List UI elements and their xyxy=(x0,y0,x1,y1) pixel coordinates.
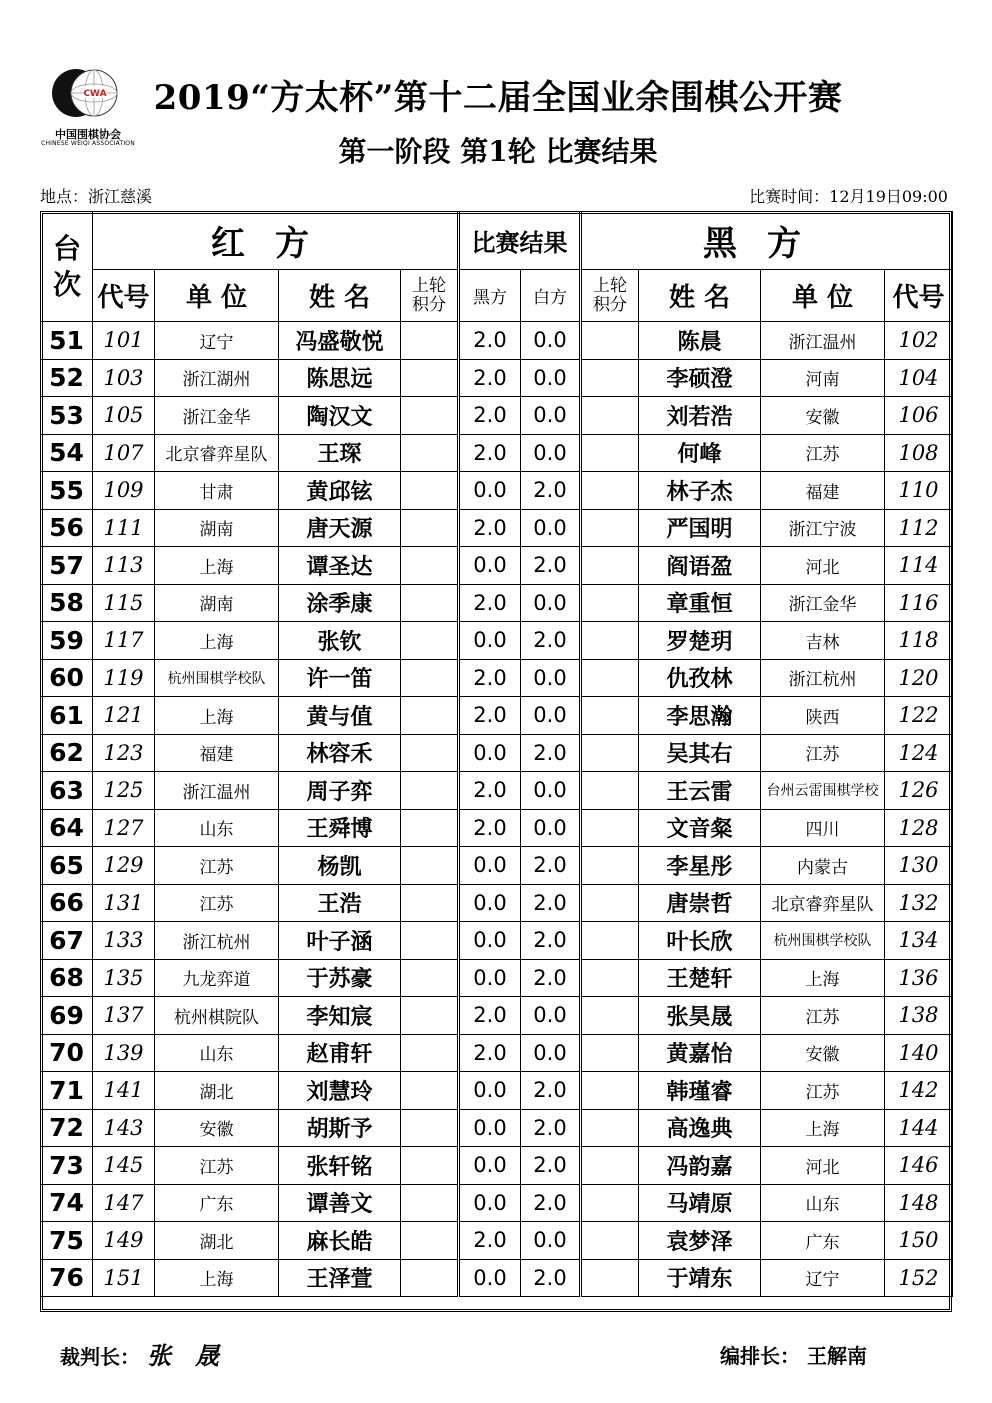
red-unit: 浙江金华 xyxy=(155,397,279,435)
red-unit: 浙江杭州 xyxy=(155,922,279,960)
black-unit: 江苏 xyxy=(761,997,885,1035)
scheduler xyxy=(720,1340,867,1369)
black-code: 138 xyxy=(885,997,953,1035)
red-code: 117 xyxy=(93,622,155,660)
black-name: 吴其右 xyxy=(639,734,761,772)
red-code: 135 xyxy=(93,959,155,997)
red-code: 127 xyxy=(93,809,155,847)
black-result: 2.0 xyxy=(459,359,521,397)
black-name: 林子杰 xyxy=(639,472,761,510)
black-code: 142 xyxy=(885,1072,953,1110)
black-code: 120 xyxy=(885,659,953,697)
match-number: 76 xyxy=(41,1259,93,1297)
red-unit: 安徽 xyxy=(155,1109,279,1147)
black-name: 王楚轩 xyxy=(639,959,761,997)
white-result: 2.0 xyxy=(521,847,581,885)
black-unit: 浙江金华 xyxy=(761,584,885,622)
black-unit-header: 单 位 xyxy=(761,270,885,322)
red-code: 141 xyxy=(93,1072,155,1110)
black-code: 132 xyxy=(885,884,953,922)
red-name: 冯盛敬悦 xyxy=(279,322,401,360)
scheduler-label: 编排长： xyxy=(720,1344,800,1368)
black-unit: 江苏 xyxy=(761,1072,885,1110)
black-name-header: 姓 名 xyxy=(639,270,761,322)
black-result: 0.0 xyxy=(459,1072,521,1110)
black-name: 阎语盈 xyxy=(639,547,761,585)
white-result: 2.0 xyxy=(521,622,581,660)
white-result: 2.0 xyxy=(521,547,581,585)
black-code: 134 xyxy=(885,922,953,960)
red-code: 137 xyxy=(93,997,155,1035)
red-name: 王泽萱 xyxy=(279,1259,401,1297)
black-name: 李思瀚 xyxy=(639,697,761,735)
black-result: 0.0 xyxy=(459,959,521,997)
black-unit: 浙江宁波 xyxy=(761,509,885,547)
red-name: 唐天源 xyxy=(279,509,401,547)
black-result: 0.0 xyxy=(459,472,521,510)
red-code: 115 xyxy=(93,584,155,622)
chief-referee-label: 裁判长： xyxy=(60,1345,140,1369)
white-result: 0.0 xyxy=(521,434,581,472)
black-result: 2.0 xyxy=(459,509,521,547)
red-code: 129 xyxy=(93,847,155,885)
black-result: 2.0 xyxy=(459,809,521,847)
match-number: 69 xyxy=(41,997,93,1035)
black-name: 黄嘉怡 xyxy=(639,1034,761,1072)
red-name: 黄邱铉 xyxy=(279,472,401,510)
black-code: 106 xyxy=(885,397,953,435)
match-time-text: 比赛时间：12月19日09:00 xyxy=(749,187,948,206)
chief-referee xyxy=(60,1336,243,1371)
black-name: 陈晨 xyxy=(639,322,761,360)
match-number: 56 xyxy=(41,509,93,547)
red-name: 王琛 xyxy=(279,434,401,472)
match-number: 64 xyxy=(41,809,93,847)
red-unit: 北京睿弈星队 xyxy=(155,434,279,472)
scheduler-name: 王解南 xyxy=(806,1344,867,1368)
match-number: 68 xyxy=(41,959,93,997)
red-name: 王浩 xyxy=(279,884,401,922)
black-unit: 浙江温州 xyxy=(761,322,885,360)
red-unit: 上海 xyxy=(155,547,279,585)
white-result: 0.0 xyxy=(521,1034,581,1072)
table-outer-border xyxy=(40,211,952,1312)
white-result: 2.0 xyxy=(521,1259,581,1297)
black-unit: 河南 xyxy=(761,359,885,397)
red-unit: 湖南 xyxy=(155,584,279,622)
black-unit: 陕西 xyxy=(761,697,885,735)
red-code: 149 xyxy=(93,1222,155,1260)
red-name: 胡斯予 xyxy=(279,1109,401,1147)
match-number: 65 xyxy=(41,847,93,885)
black-name: 刘若浩 xyxy=(639,397,761,435)
black-unit: 江苏 xyxy=(761,734,885,772)
black-unit: 上海 xyxy=(761,1109,885,1147)
red-prev-score-header: 上轮积分 xyxy=(401,270,459,322)
match-number: 58 xyxy=(41,584,93,622)
match-number: 51 xyxy=(41,322,93,360)
white-result: 2.0 xyxy=(521,1184,581,1222)
match-number: 66 xyxy=(41,884,93,922)
match-number: 61 xyxy=(41,697,93,735)
red-name: 陈思远 xyxy=(279,359,401,397)
cwa-mark-text: CWA xyxy=(83,89,107,99)
red-code: 107 xyxy=(93,434,155,472)
red-unit: 山东 xyxy=(155,1034,279,1072)
black-name: 叶长欣 xyxy=(639,922,761,960)
white-result: 0.0 xyxy=(521,584,581,622)
logo-org-name: 中国围棋协会 xyxy=(55,128,121,141)
red-unit-header: 单 位 xyxy=(155,270,279,322)
black-result: 0.0 xyxy=(459,1147,521,1185)
cwa-globe-icon xyxy=(50,62,120,124)
white-result: 2.0 xyxy=(521,922,581,960)
black-name: 仇孜林 xyxy=(639,659,761,697)
black-result: 2.0 xyxy=(459,772,521,810)
match-number: 60 xyxy=(41,659,93,697)
red-code: 123 xyxy=(93,734,155,772)
red-code: 113 xyxy=(93,547,155,585)
black-unit: 安徽 xyxy=(761,1034,885,1072)
red-name: 刘慧玲 xyxy=(279,1072,401,1110)
black-code: 122 xyxy=(885,697,953,735)
black-result: 0.0 xyxy=(459,622,521,660)
black-result: 2.0 xyxy=(459,322,521,360)
chief-referee-name: 张晟 xyxy=(146,1341,243,1370)
page-subtitle: 第一阶段 第1轮 比赛结果 xyxy=(338,135,658,168)
page-title: 2019“方太杯”第十二届全国业余围棋公开赛 xyxy=(153,78,843,118)
red-unit: 江苏 xyxy=(155,884,279,922)
black-name: 于靖东 xyxy=(639,1259,761,1297)
red-name: 谭善文 xyxy=(279,1184,401,1222)
white-result: 0.0 xyxy=(521,397,581,435)
black-code: 150 xyxy=(885,1222,953,1260)
white-result: 0.0 xyxy=(521,809,581,847)
red-name: 李知宸 xyxy=(279,997,401,1035)
white-result: 0.0 xyxy=(521,359,581,397)
red-unit: 甘肃 xyxy=(155,472,279,510)
black-name: 张昊晟 xyxy=(639,997,761,1035)
black-unit: 江苏 xyxy=(761,434,885,472)
black-name: 何峰 xyxy=(639,434,761,472)
black-code: 110 xyxy=(885,472,953,510)
black-code: 104 xyxy=(885,359,953,397)
black-name: 冯韵嘉 xyxy=(639,1147,761,1185)
black-unit: 广东 xyxy=(761,1222,885,1260)
red-unit: 湖南 xyxy=(155,509,279,547)
red-code: 147 xyxy=(93,1184,155,1222)
black-unit: 吉林 xyxy=(761,622,885,660)
white-result: 0.0 xyxy=(521,509,581,547)
black-code: 108 xyxy=(885,434,953,472)
white-result: 2.0 xyxy=(521,472,581,510)
black-name: 罗楚玥 xyxy=(639,622,761,660)
black-name: 高逸典 xyxy=(639,1109,761,1147)
black-code: 126 xyxy=(885,772,953,810)
cwa-logo xyxy=(40,62,140,150)
red-unit: 上海 xyxy=(155,622,279,660)
black-code: 116 xyxy=(885,584,953,622)
black-code: 152 xyxy=(885,1259,953,1297)
result-header: 比赛结果 xyxy=(459,212,581,270)
white-result: 0.0 xyxy=(521,772,581,810)
black-result: 0.0 xyxy=(459,884,521,922)
red-name: 陶汉文 xyxy=(279,397,401,435)
red-name: 赵甫轩 xyxy=(279,1034,401,1072)
white-result: 0.0 xyxy=(521,659,581,697)
red-code: 105 xyxy=(93,397,155,435)
red-unit: 辽宁 xyxy=(155,322,279,360)
red-name: 张钦 xyxy=(279,622,401,660)
black-result: 0.0 xyxy=(459,734,521,772)
black-result: 0.0 xyxy=(459,547,521,585)
match-number: 55 xyxy=(41,472,93,510)
black-result: 0.0 xyxy=(459,1259,521,1297)
black-result: 2.0 xyxy=(459,659,521,697)
white-result: 2.0 xyxy=(521,734,581,772)
black-result: 2.0 xyxy=(459,1222,521,1260)
black-code: 148 xyxy=(885,1184,953,1222)
white-result: 2.0 xyxy=(521,1147,581,1185)
match-number: 74 xyxy=(41,1184,93,1222)
red-code: 139 xyxy=(93,1034,155,1072)
black-prev-score-header: 上轮积分 xyxy=(581,270,639,322)
red-code: 131 xyxy=(93,884,155,922)
black-name: 王云雷 xyxy=(639,772,761,810)
black-code: 146 xyxy=(885,1147,953,1185)
black-unit: 四川 xyxy=(761,809,885,847)
match-number: 71 xyxy=(41,1072,93,1110)
match-number: 52 xyxy=(41,359,93,397)
red-unit: 浙江湖州 xyxy=(155,359,279,397)
red-unit: 山东 xyxy=(155,809,279,847)
black-result: 2.0 xyxy=(459,584,521,622)
black-code: 124 xyxy=(885,734,953,772)
black-unit: 福建 xyxy=(761,472,885,510)
black-name: 韩瑾睿 xyxy=(639,1072,761,1110)
red-name: 叶子涵 xyxy=(279,922,401,960)
match-number: 54 xyxy=(41,434,93,472)
red-name: 涂季康 xyxy=(279,584,401,622)
black-code: 140 xyxy=(885,1034,953,1072)
black-unit: 河北 xyxy=(761,547,885,585)
match-number: 59 xyxy=(41,622,93,660)
red-code: 101 xyxy=(93,322,155,360)
black-result: 2.0 xyxy=(459,397,521,435)
white-result-header: 白方 xyxy=(521,270,581,322)
red-code: 109 xyxy=(93,472,155,510)
red-name: 杨凯 xyxy=(279,847,401,885)
red-unit: 上海 xyxy=(155,1259,279,1297)
black-result: 2.0 xyxy=(459,434,521,472)
col-tai-header: 台次 xyxy=(41,212,93,322)
black-name: 唐崇哲 xyxy=(639,884,761,922)
black-side-header: 黑方 xyxy=(581,212,953,270)
red-code: 103 xyxy=(93,359,155,397)
red-code-header: 代号 xyxy=(93,270,155,322)
red-unit: 杭州棋院队 xyxy=(155,997,279,1035)
match-number: 75 xyxy=(41,1222,93,1260)
black-code: 144 xyxy=(885,1109,953,1147)
red-name: 王舜博 xyxy=(279,809,401,847)
black-unit: 内蒙古 xyxy=(761,847,885,885)
match-number: 72 xyxy=(41,1109,93,1147)
white-result: 2.0 xyxy=(521,1072,581,1110)
red-side-header: 红方 xyxy=(93,212,459,270)
black-name: 李硕澄 xyxy=(639,359,761,397)
black-code: 130 xyxy=(885,847,953,885)
black-unit: 河北 xyxy=(761,1147,885,1185)
red-name: 于苏豪 xyxy=(279,959,401,997)
black-unit: 杭州围棋学校队 xyxy=(761,922,885,960)
black-result: 2.0 xyxy=(459,697,521,735)
logo-org-name-en: CHINESE WEIQI ASSOCIATION xyxy=(41,140,135,147)
black-unit: 北京睿弈星队 xyxy=(761,884,885,922)
black-unit: 台州云雷围棋学校 xyxy=(761,772,885,810)
black-code: 118 xyxy=(885,622,953,660)
red-code: 121 xyxy=(93,697,155,735)
red-code: 111 xyxy=(93,509,155,547)
white-result: 0.0 xyxy=(521,322,581,360)
red-name: 麻长皓 xyxy=(279,1222,401,1260)
black-unit: 安徽 xyxy=(761,397,885,435)
red-code: 143 xyxy=(93,1109,155,1147)
red-code: 119 xyxy=(93,659,155,697)
red-name: 林容禾 xyxy=(279,734,401,772)
red-unit: 广东 xyxy=(155,1184,279,1222)
black-unit: 辽宁 xyxy=(761,1259,885,1297)
white-result: 2.0 xyxy=(521,884,581,922)
red-code: 151 xyxy=(93,1259,155,1297)
red-name: 谭圣达 xyxy=(279,547,401,585)
red-unit: 九龙弈道 xyxy=(155,959,279,997)
red-unit: 江苏 xyxy=(155,847,279,885)
black-name: 章重恒 xyxy=(639,584,761,622)
match-number: 73 xyxy=(41,1147,93,1185)
black-unit: 山东 xyxy=(761,1184,885,1222)
black-code: 102 xyxy=(885,322,953,360)
black-name: 马靖原 xyxy=(639,1184,761,1222)
black-unit: 上海 xyxy=(761,959,885,997)
red-name: 黄与值 xyxy=(279,697,401,735)
red-unit: 福建 xyxy=(155,734,279,772)
red-code: 133 xyxy=(93,922,155,960)
match-number: 70 xyxy=(41,1034,93,1072)
red-name: 许一笛 xyxy=(279,659,401,697)
red-code: 125 xyxy=(93,772,155,810)
red-unit: 上海 xyxy=(155,697,279,735)
black-result: 2.0 xyxy=(459,997,521,1035)
red-name-header: 姓 名 xyxy=(279,270,401,322)
match-number: 63 xyxy=(41,772,93,810)
black-name: 严国明 xyxy=(639,509,761,547)
red-unit: 湖北 xyxy=(155,1222,279,1260)
black-result: 0.0 xyxy=(459,1109,521,1147)
black-code: 128 xyxy=(885,809,953,847)
black-result-header: 黑方 xyxy=(459,270,521,322)
white-result: 2.0 xyxy=(521,1109,581,1147)
black-code: 114 xyxy=(885,547,953,585)
red-unit: 浙江温州 xyxy=(155,772,279,810)
black-result: 0.0 xyxy=(459,922,521,960)
red-unit: 杭州围棋学校队 xyxy=(155,659,279,697)
red-unit: 江苏 xyxy=(155,1147,279,1185)
white-result: 0.0 xyxy=(521,997,581,1035)
black-name: 袁梦泽 xyxy=(639,1222,761,1260)
white-result: 0.0 xyxy=(521,1222,581,1260)
match-number: 62 xyxy=(41,734,93,772)
black-code-header: 代号 xyxy=(885,270,953,322)
location-text: 地点：浙江慈溪 xyxy=(40,187,153,206)
match-number: 53 xyxy=(41,397,93,435)
black-name: 李星彤 xyxy=(639,847,761,885)
black-code: 112 xyxy=(885,509,953,547)
match-number: 67 xyxy=(41,922,93,960)
black-code: 136 xyxy=(885,959,953,997)
white-result: 0.0 xyxy=(521,697,581,735)
black-result: 2.0 xyxy=(459,1034,521,1072)
black-result: 0.0 xyxy=(459,1184,521,1222)
black-result: 0.0 xyxy=(459,847,521,885)
match-number: 57 xyxy=(41,547,93,585)
black-unit: 浙江杭州 xyxy=(761,659,885,697)
red-unit: 湖北 xyxy=(155,1072,279,1110)
white-result: 2.0 xyxy=(521,959,581,997)
red-code: 145 xyxy=(93,1147,155,1185)
red-name: 周子弈 xyxy=(279,772,401,810)
black-name: 文音粲 xyxy=(639,809,761,847)
red-name: 张轩铭 xyxy=(279,1147,401,1185)
